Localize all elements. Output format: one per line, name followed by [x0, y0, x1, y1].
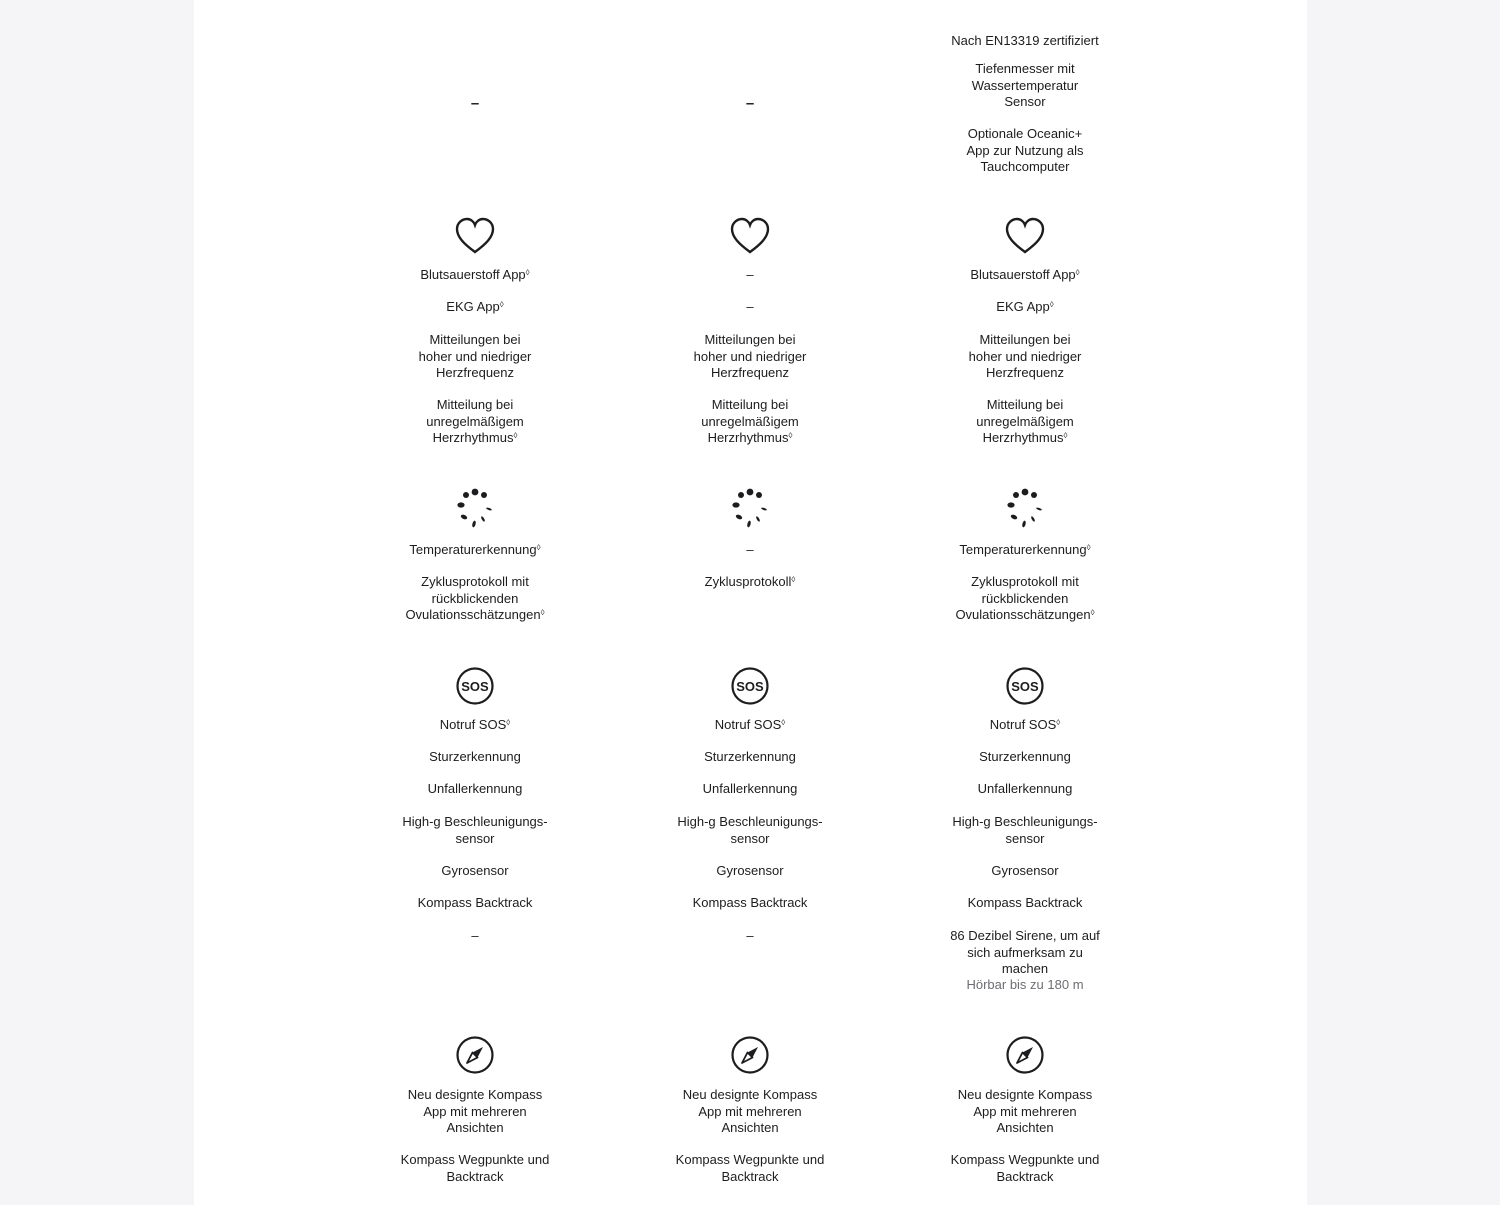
feature-emergency-sos: Notruf SOS◊ — [714, 717, 786, 732]
feature-blood-oxygen: Blutsauerstoff App◊ — [420, 267, 530, 282]
feature-gyro: Gyrosensor — [716, 863, 784, 878]
feature-compass-waypoints: Kompass Wegpunkte und Backtrack — [675, 1152, 825, 1184]
feature-compass-app: Neu designte Kompass App mit mehreren Ansichten — [682, 1087, 818, 1136]
feature-compass-backtrack: Kompass Backtrack — [417, 895, 533, 910]
feature-cycle-tracking: Zyklusprotokoll mit rückblickenden Ovulationsschätzungen◊ — [955, 574, 1095, 623]
heart-icon — [1004, 216, 1046, 258]
compass-icon — [730, 1035, 770, 1075]
compass-icon — [455, 1035, 495, 1075]
feature-cycle-tracking: Zyklusprotokoll mit rückblickenden Ovulationsschätzungen◊ — [405, 574, 545, 623]
feature-compass-backtrack: Kompass Backtrack — [967, 895, 1083, 910]
feature-ecg: – — [746, 299, 754, 314]
feature-temperature: Temperaturerkennung◊ — [409, 542, 541, 557]
cycle-dots-icon — [454, 488, 496, 530]
heart-icon — [729, 216, 771, 258]
feature-blood-oxygen: Blutsauerstoff App◊ — [970, 267, 1080, 282]
feature-high-g-sensor: High-g Beschleunigungs-sensor — [952, 814, 1098, 846]
feature-crash-detection: Unfallerkennung — [977, 781, 1073, 796]
feature-crash-detection: Unfallerkennung — [427, 781, 523, 796]
feature-compass-waypoints: Kompass Wegpunkte und Backtrack — [950, 1152, 1100, 1184]
svg-text:SOS: SOS — [461, 679, 489, 694]
feature-fall-detection: Sturzerkennung — [429, 749, 521, 764]
feature-irregular-rhythm: Mitteilung bei unregelmäßigem Herzrhythmus◊ — [701, 397, 799, 446]
feature-heart-rate-alerts: Mitteilungen bei hoher und niedriger Herzfrequenz — [693, 332, 807, 381]
feature-compass-app: Neu designte Kompass App mit mehreren Ansichten — [957, 1087, 1093, 1136]
svg-text:SOS: SOS — [1011, 679, 1039, 694]
feature-blood-oxygen: – — [746, 267, 754, 282]
dive-dash: – — [745, 95, 755, 112]
feature-temperature: Temperaturerkennung◊ — [959, 542, 1091, 557]
cycle-dots-icon — [729, 488, 771, 530]
feature-siren: – — [746, 928, 754, 943]
feature-gyro: Gyrosensor — [441, 863, 509, 878]
feature-heart-rate-alerts: Mitteilungen bei hoher und niedriger Herzfrequenz — [418, 332, 532, 381]
feature-fall-detection: Sturzerkennung — [704, 749, 796, 764]
feature-compass-waypoints: Kompass Wegpunkte und Backtrack — [400, 1152, 550, 1184]
feature-siren: 86 Dezibel Sirene, um auf sich aufmerksam zu machen — [950, 928, 1100, 977]
feature-high-g-sensor: High-g Beschleunigungs-sensor — [402, 814, 548, 846]
feature-gyro: Gyrosensor — [991, 863, 1059, 878]
feature-ecg: EKG App◊ — [996, 299, 1054, 314]
feature-compass-app: Neu designte Kompass App mit mehreren Ansichten — [407, 1087, 543, 1136]
feature-irregular-rhythm: Mitteilung bei unregelmäßigem Herzrhythmus◊ — [426, 397, 524, 446]
feature-emergency-sos: Notruf SOS◊ — [989, 717, 1061, 732]
feature-temperature: – — [746, 542, 754, 557]
feature-crash-detection: Unfallerkennung — [702, 781, 798, 796]
svg-text:SOS: SOS — [736, 679, 764, 694]
feature-irregular-rhythm: Mitteilung bei unregelmäßigem Herzrhythmus◊ — [976, 397, 1074, 446]
feature-heart-rate-alerts: Mitteilungen bei hoher und niedriger Herzfrequenz — [968, 332, 1082, 381]
comparison-page — [194, 0, 1307, 1205]
feature-en13319: Nach EN13319 zertifiziert — [951, 33, 1099, 48]
sos-icon — [455, 666, 495, 706]
feature-high-g-sensor: High-g Beschleunigungs-sensor — [677, 814, 823, 846]
feature-fall-detection: Sturzerkennung — [979, 749, 1071, 764]
compass-icon — [1005, 1035, 1045, 1075]
feature-oceanic-app: Optionale Oceanic+ App zur Nutzung als Tauchcomputer — [966, 126, 1084, 175]
sos-icon — [730, 666, 770, 706]
feature-cycle-tracking: Zyklusprotokoll◊ — [704, 574, 796, 589]
dive-dash: – — [470, 95, 480, 112]
heart-icon — [454, 216, 496, 258]
feature-compass-backtrack: Kompass Backtrack — [692, 895, 808, 910]
feature-ecg: EKG App◊ — [446, 299, 504, 314]
sos-icon — [1005, 666, 1045, 706]
feature-siren: – — [471, 928, 479, 943]
feature-depth-gauge: Tiefenmesser mit Wassertemperatur Sensor — [971, 61, 1079, 110]
siren-range-note: Hörbar bis zu 180 m — [966, 977, 1084, 992]
cycle-dots-icon — [1004, 488, 1046, 530]
feature-emergency-sos: Notruf SOS◊ — [439, 717, 511, 732]
